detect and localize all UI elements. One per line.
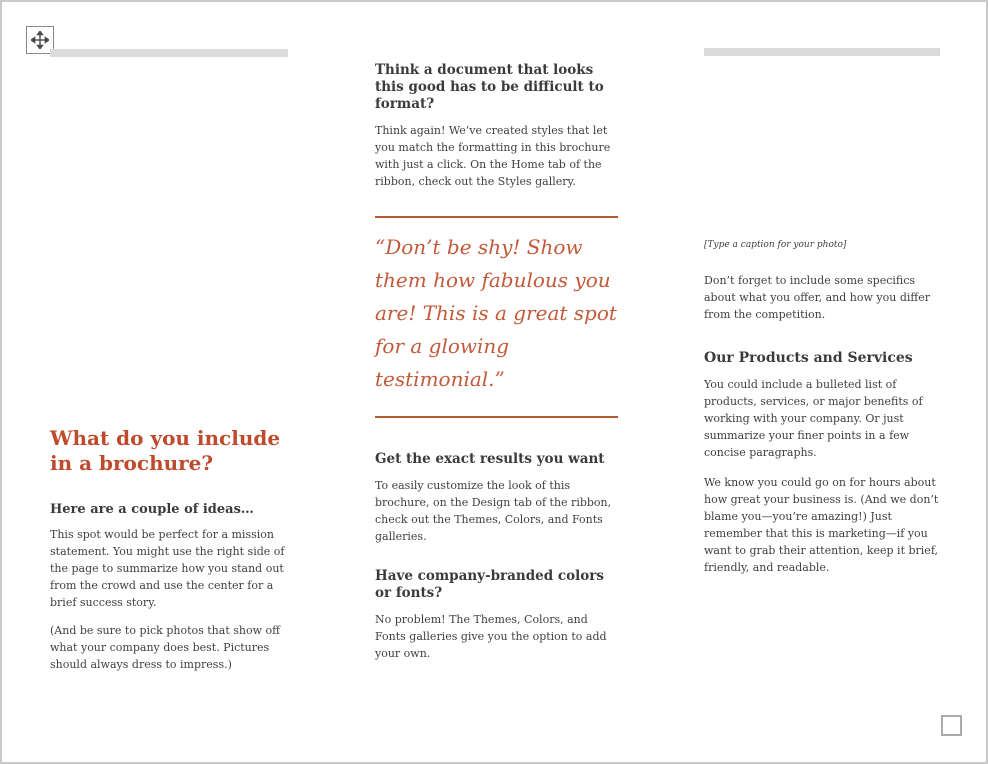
body-paragraph[interactable]: This spot would be perfect for a mission statement. You might use the right side of the page to summarize how you stand out from the crowd and use the center for a brief success story.: [50, 528, 285, 609]
section-heading-format[interactable]: Think a document that looks this good has to be difficult to format?: [375, 62, 604, 112]
section-heading-products[interactable]: Our Products and Services: [704, 350, 913, 366]
body-paragraph[interactable]: You could include a bulleted list of products, services, or major benefits of working with your company. Or just summarize your finer points in a few concise paragraphs.: [704, 378, 923, 459]
brochure-title[interactable]: What do you include in a brochure?: [50, 426, 281, 475]
divider-rule-top: [375, 216, 618, 218]
body-paragraph[interactable]: Don’t forget to include some specifics about what you offer, and how you differ from the competition.: [704, 274, 930, 321]
body-paragraph[interactable]: Think again! We’ve created styles that let you match the formatting in this brochure with just a click. On the Home tab of the ribbon, check out the Styles gallery.: [375, 124, 611, 188]
body-paragraph[interactable]: No problem! The Themes, Colors, and Fonts galleries give you the option to add your own.: [375, 613, 607, 660]
right-column: [704, 239, 945, 576]
left-column: [50, 426, 296, 673]
photo-placeholder-bar-right[interactable]: [704, 48, 940, 56]
body-paragraph[interactable]: To easily customize the look of this brochure, on the Design tab of the ribbon, check out the Themes, Colors, and Fonts galleries.: [375, 479, 612, 543]
middle-column: [375, 62, 618, 662]
photo-caption-placeholder[interactable]: [Type a caption for your photo]: [704, 240, 847, 250]
divider-rule-bottom: [375, 416, 618, 418]
ideas-subheading[interactable]: Here are a couple of ideas…: [50, 502, 254, 517]
body-paragraph[interactable]: We know you could go on for hours about how great your business is. (And we don’t blame you—you’re amazing!) Just remember that this is marketing—if you want to grab their attention, keep it brief, friendly, and readable.: [704, 476, 939, 574]
section-heading-results[interactable]: Get the exact results you want: [375, 451, 605, 467]
move-icon: [31, 31, 49, 49]
section-heading-branded[interactable]: Have company-branded colors or fonts?: [375, 568, 604, 601]
body-paragraph[interactable]: (And be sure to pick photos that show off what your company does best. Pictures should always dress to impress.): [50, 624, 280, 671]
empty-square-placeholder[interactable]: [941, 715, 962, 736]
testimonial-quote[interactable]: “Don’t be shy! Show them how fabulous you are! This is a great spot for a glowing testimonial.”: [375, 235, 617, 391]
photo-placeholder-bar-left[interactable]: [50, 49, 288, 57]
